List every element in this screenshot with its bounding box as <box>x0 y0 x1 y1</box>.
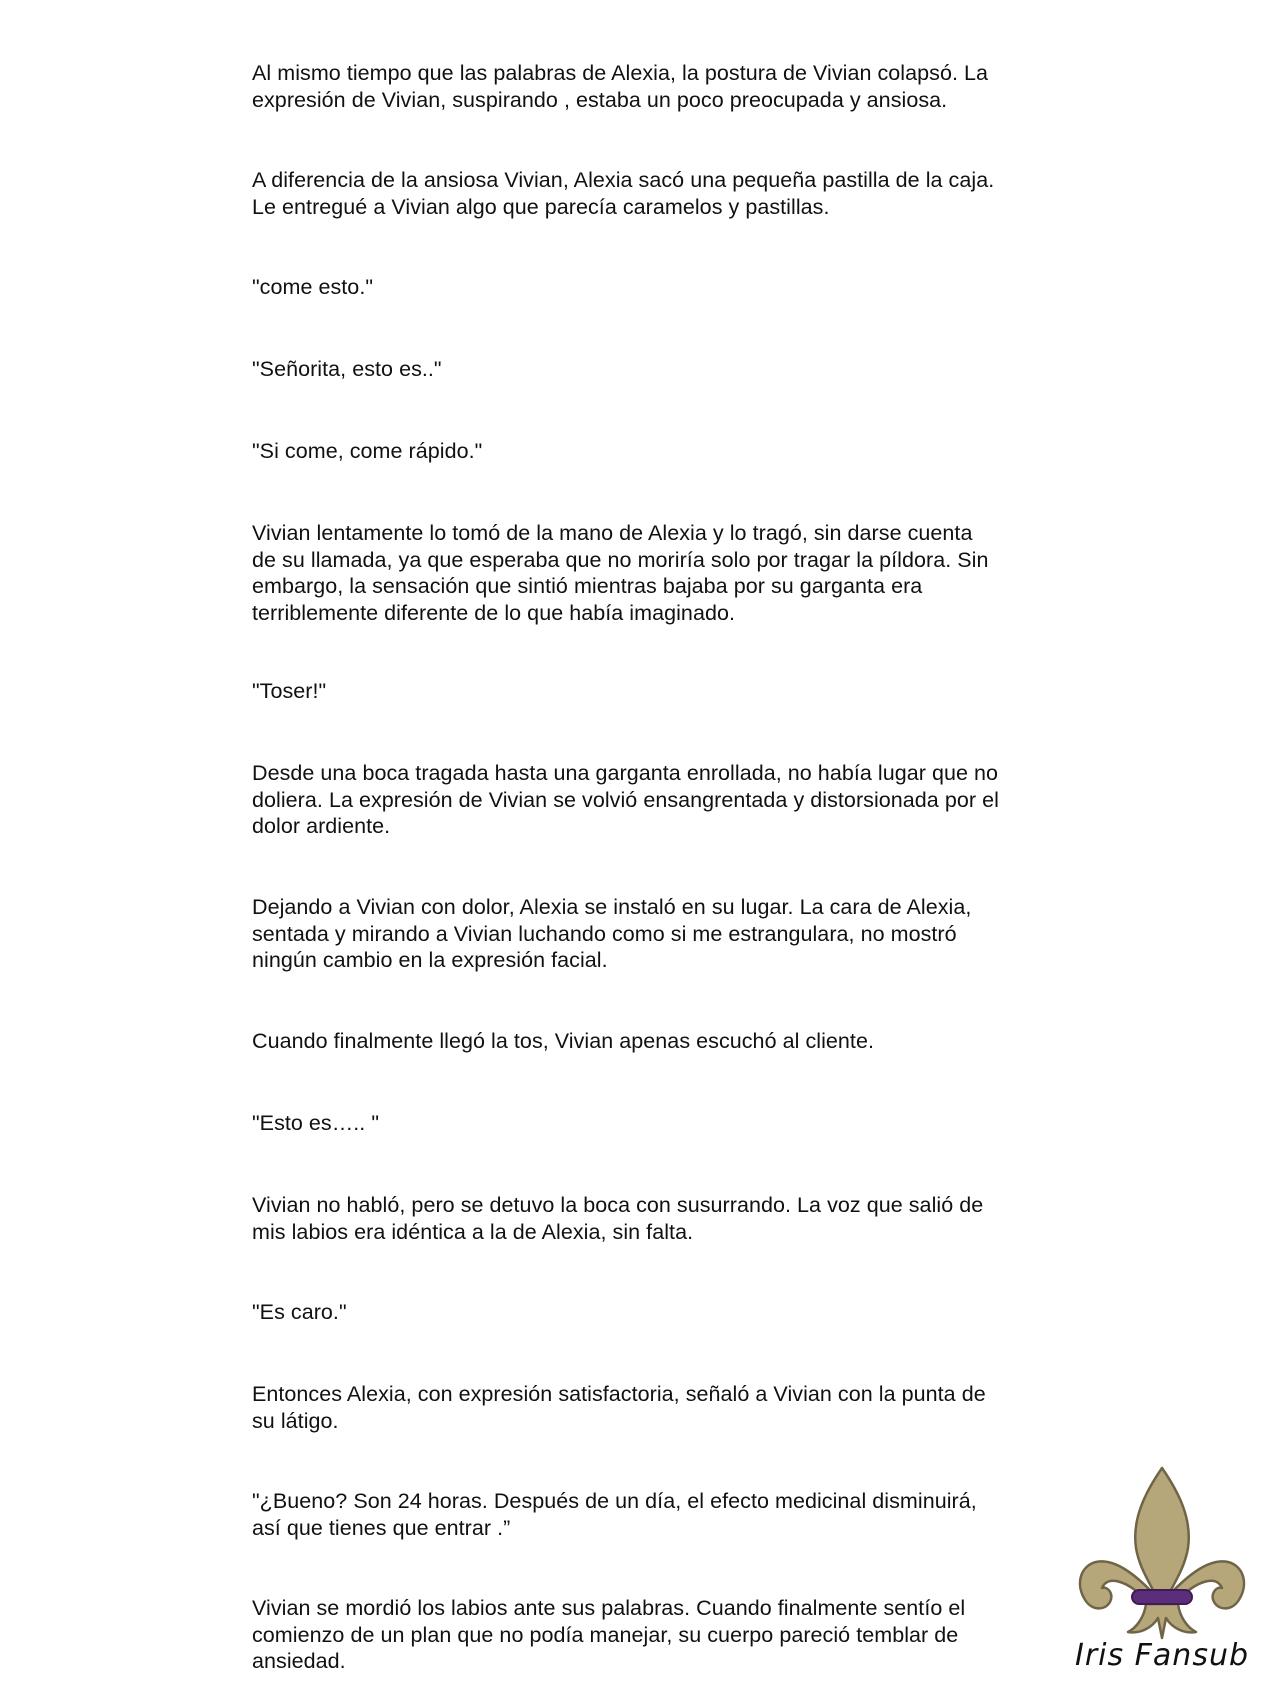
paragraph-9: Dejando a Vivian con dolor, Alexia se instaló en su lugar. La cara de Alexia, sentada y mirando a Vivian luchando como si me estrangulara, no mostró ningún cambio en la expresión facial. <box>252 895 972 972</box>
fleur-de-lis-icon <box>1074 1462 1250 1642</box>
paragraph-12: Vivian no habló, pero se detuvo la boca con susurrando. La voz que salió de mis labios era idéntica a la de Alexia, sin falta. <box>252 1193 984 1244</box>
paragraph-3: "come esto." <box>252 275 374 299</box>
paragraph-13: "Es caro." <box>252 1300 347 1324</box>
paragraph-4: "Señorita, esto es.." <box>252 357 442 381</box>
watermark-text: Iris Fansub <box>1074 1638 1250 1673</box>
paragraph-5: "Si come, come rápido." <box>252 439 483 463</box>
paragraph-7: "Toser!" <box>252 679 327 703</box>
watermark-logo <box>1062 1462 1262 1702</box>
paragraph-1: Al mismo tiempo que las palabras de Alexia, la postura de Vivian colapsó. La expresión de Vivian, suspirando , estaba un poco preocupada y ansiosa. <box>252 61 989 112</box>
paragraph-10: Cuando finalmente llegó la tos, Vivian apenas escuchó al cliente. <box>252 1029 874 1053</box>
paragraph-2: A diferencia de la ansiosa Vivian, Alexia sacó una pequeña pastilla de la caja. Le entregué a Vivian algo que parecía caramelos y pastillas. <box>252 168 995 219</box>
paragraph-16: Vivian se mordió los labios ante sus palabras. Cuando finalmente sentío el comienzo de un plan que no podía manejar, su cuerpo pareció temblar de ansiedad. <box>252 1596 966 1673</box>
paragraph-11: "Esto es….. " <box>252 1111 380 1135</box>
paragraph-14: Entonces Alexia, con expresión satisfactoria, señaló a Vivian con la punta de su látigo. <box>252 1382 986 1433</box>
paragraph-6: Vivian lentamente lo tomó de la mano de Alexia y lo tragó, sin darse cuenta de su llamada, ya que esperaba que no moriría solo por tragar la píldora. Sin embargo, la sensación que sintió mientras bajaba por su garganta era terriblemente diferente de lo que había imaginado. <box>252 521 989 625</box>
paragraph-15: "¿Bueno? Son 24 horas. Después de un día, el efecto medicinal disminuirá, así que tienes que entrar .” <box>252 1489 977 1540</box>
paragraph-8: Desde una boca tragada hasta una garganta enrollada, no había lugar que no doliera. La expresión de Vivian se volvió ensangrentada y distorsionada por el dolor ardiente. <box>252 761 999 838</box>
